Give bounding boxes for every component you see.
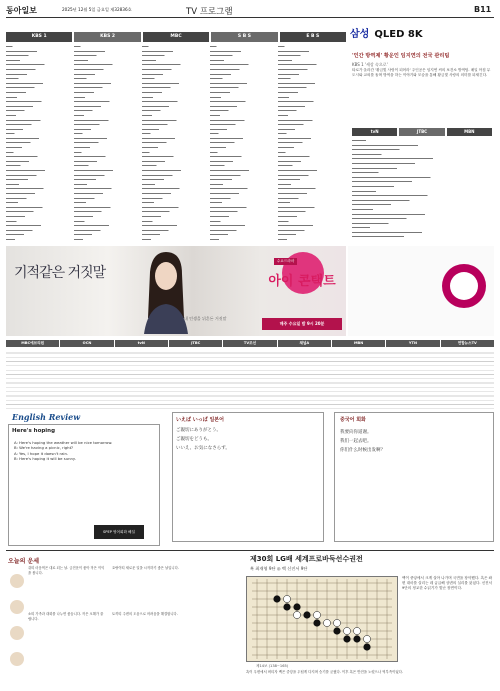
cable-channel: MBC에브리원 bbox=[6, 340, 59, 347]
newspaper-logo: 동아일보 bbox=[6, 5, 37, 15]
zodiac-icon bbox=[10, 574, 24, 588]
channel-mbc: MBC bbox=[143, 32, 209, 42]
promo-title: 아이 콘택트 bbox=[268, 274, 336, 289]
drama-title: 기적같은 거짓말 bbox=[14, 265, 106, 281]
side-schedule-body bbox=[352, 138, 492, 242]
english-review-header: Here's hoping bbox=[12, 428, 56, 434]
section-title: TV 프로그램 bbox=[186, 7, 233, 17]
schedule-kbs1 bbox=[6, 44, 72, 244]
english-badge: SPEP 영어회화 해설 bbox=[94, 525, 144, 539]
cable-channel: 연합뉴스TV bbox=[441, 340, 494, 347]
go-board bbox=[246, 576, 398, 662]
schedule-line bbox=[6, 237, 72, 242]
channel-header-row bbox=[6, 32, 346, 42]
english-line: B: Here's hoping it will be sunny. bbox=[14, 456, 76, 462]
cable-channel: YTN bbox=[386, 340, 439, 347]
go-commentary: 백이 중앙에서 크게 살아 나가며 국면을 장악했다. 흑은 좌변 대마를 살리는 데 급급해 상변의 실리를 잃었다. 신진서 9단의 정교한 수읽기가 빛난 장면이다. bbox=[402, 576, 493, 590]
schedule-sbs bbox=[210, 44, 276, 244]
chinese-line: 我们一起去吧。 bbox=[340, 439, 372, 444]
issue-date: 2025년 12월 5일 금요일 제32836호 bbox=[62, 7, 132, 12]
cable-channel: TV조선 bbox=[223, 340, 276, 347]
fortune-column: 호랑이띠 새로운 일을 시작하기 좋은 날입니다. bbox=[112, 566, 179, 570]
cable-channel: MBN bbox=[332, 340, 385, 347]
schedule-ebs bbox=[278, 44, 344, 244]
english-line: A: Here's hoping the weather will be nice tomorrow. bbox=[14, 440, 113, 445]
go-title: 제30회 LG배 세계프로바둑선수권전 bbox=[250, 555, 363, 563]
samsung-product: QLED 8K bbox=[374, 29, 423, 40]
japanese-line: ご親切にありがとう。 bbox=[176, 428, 221, 433]
side-channel-jtbc: JTBC bbox=[399, 128, 444, 136]
go-caption: 제14보 (138~165) bbox=[256, 664, 289, 668]
schedule-line bbox=[278, 237, 344, 242]
side-story-subtitle: KBS 1 '세상 속으로' bbox=[352, 62, 388, 67]
chinese-header: 중국어 회화 bbox=[340, 417, 366, 423]
channel-ebs: E B S bbox=[280, 32, 346, 42]
samsung-brand: 삼성 bbox=[350, 29, 370, 40]
side-story-body: 타로가 올라간 '황금빛 사랑이 되어라' 주인공은 임지연 씨의 보건소 방역팀. 매일 아침 무도시와 교외를 돌며 방역을 하는 이야기와 모습을 통해 황금빛 사랑의 의미를 되새긴다. bbox=[352, 68, 491, 77]
channel-kbs1: KBS 1 bbox=[6, 32, 72, 42]
drama-subtitle: 내 인생을 뒤흔든 거짓말 bbox=[184, 316, 227, 321]
japanese-line: いいえ、お気になさらず。 bbox=[176, 446, 230, 451]
zodiac-icon bbox=[10, 626, 24, 640]
japanese-body bbox=[176, 426, 316, 453]
schedule-line bbox=[210, 237, 276, 242]
schedule-line bbox=[352, 234, 492, 239]
promo-tag: 수요드라마 bbox=[274, 258, 297, 265]
chinese-body bbox=[340, 428, 488, 455]
fortune-column: 소띠 가족과 대화를 나누면 좋습니다. 작은 오해가 풀립니다. bbox=[28, 612, 104, 621]
samsung-ad bbox=[350, 22, 494, 50]
cable-channel: JTBC bbox=[169, 340, 222, 347]
zodiac-icon bbox=[10, 652, 24, 666]
channel-kbs2: KBS 2 bbox=[74, 32, 140, 42]
side-channel-tvn: tvN bbox=[352, 128, 397, 136]
section-divider bbox=[6, 550, 494, 551]
schedule-mbc bbox=[142, 44, 208, 244]
promo-footer: 매주 수요일 밤 9시 20분 bbox=[262, 318, 342, 330]
side-schedule-header bbox=[352, 128, 492, 136]
go-bottom-text: 흑이 우변에서 버티자 백은 중앙을 두텁게 다지며 승기를 굳혔다. 이후 흑은 반전을 노렸으나 역부족이었다. bbox=[246, 670, 404, 674]
fortune-title: 오늘의 운세 bbox=[8, 558, 40, 565]
cable-channel: tvN bbox=[115, 340, 168, 347]
cable-channel: 채널A bbox=[278, 340, 331, 347]
japanese-header: いえば いっぱ 일본어 bbox=[176, 417, 224, 423]
fortune-column: 토끼띠 주변의 도움으로 어려움을 해결합니다. bbox=[112, 612, 178, 616]
schedule-kbs2 bbox=[74, 44, 140, 244]
zodiac-icon bbox=[10, 600, 24, 614]
cable-channel-header bbox=[6, 340, 494, 347]
fortune-column: 쥐띠 마음먹은 대로 되는 날. 금전운이 좋아 작은 이익을 봅니다. bbox=[28, 566, 105, 575]
side-channel-mbn: MBN bbox=[447, 128, 492, 136]
english-review-title: English Review bbox=[12, 412, 81, 422]
page-number: B11 bbox=[474, 5, 492, 14]
cable-channel: OCN bbox=[60, 340, 113, 347]
side-story-headline: '인간 방역제' 황운인 임지연의 전국 관리팀 bbox=[352, 53, 450, 59]
schedule-line bbox=[74, 237, 140, 242]
english-review-body bbox=[14, 440, 154, 462]
schedule-line bbox=[142, 237, 208, 242]
chinese-line: 我要向你道谢。 bbox=[340, 430, 372, 435]
channel-sbs: S B S bbox=[211, 32, 277, 42]
channel-logo-icon bbox=[440, 262, 488, 310]
cable-schedule-body bbox=[6, 349, 494, 409]
chinese-line: 你们什么时候出发啊？ bbox=[340, 448, 385, 453]
masthead-rule bbox=[6, 17, 494, 18]
english-line: A: Yes, I hope it doesn't rain. bbox=[14, 450, 69, 456]
japanese-line: ご親切をどうも。 bbox=[176, 437, 212, 442]
go-subtitle: 흑 최재영 9단 ◎ 백 신진서 9단 bbox=[250, 566, 308, 571]
english-line: B: We're having a picnic, right? bbox=[14, 445, 74, 451]
